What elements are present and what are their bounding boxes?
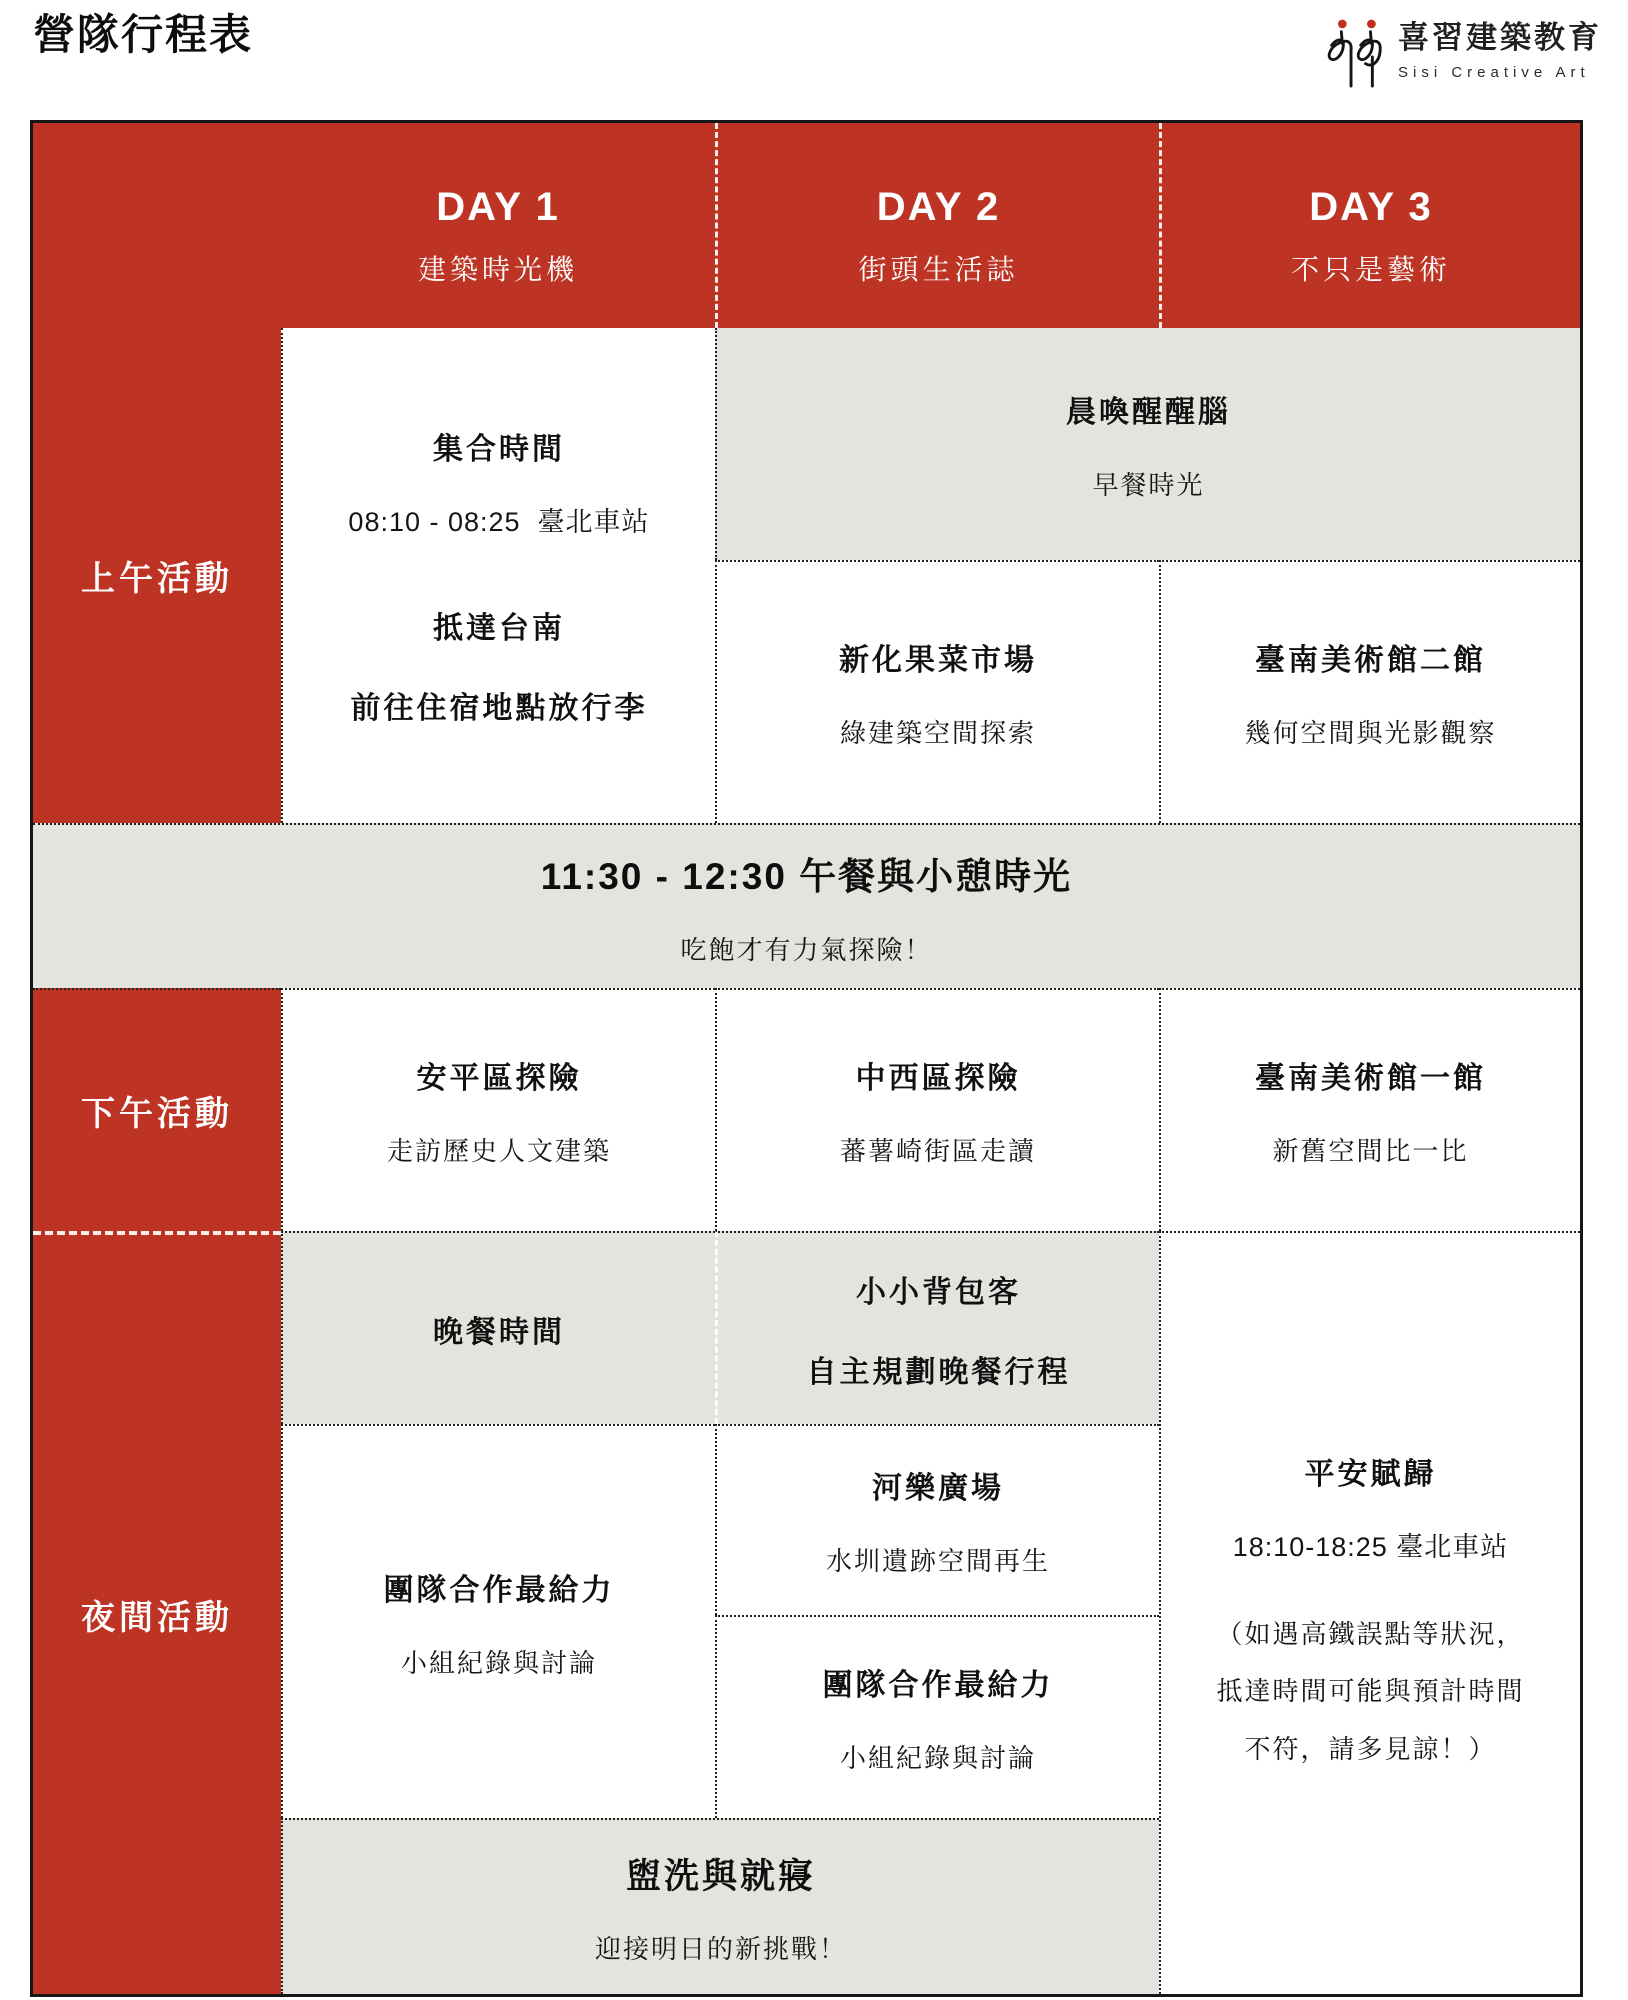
header-corner [33,123,281,328]
day1-meetup-title: 集合時間 [433,433,565,466]
row-label-morning-text: 上午活動 [81,560,233,598]
cell-day2-afternoon [715,988,1159,1231]
day1-teamwork-subtitle: 小組紀錄與討論 [400,1647,597,1678]
day2-backpacker-line2: 自主規劃晚餐行程 [806,1355,1071,1389]
day3-return-time: 18:10-18:25 臺北車站 [1232,1532,1509,1563]
day1-luggage-line: 前往住宿地點放行李 [350,692,648,725]
day1-anping-subtitle: 走訪歷史人文建築 [386,1136,611,1166]
lunch-title: 11:30 - 12:30 午餐與小憩時光 [540,856,1073,897]
day2-plaza-title: 河樂廣場 [872,1472,1004,1505]
header-day3 [1159,123,1580,328]
day2-westcentral-title: 中西區探險 [855,1062,1021,1095]
cell-day1-morning [281,328,715,823]
cell-lunch [33,823,1580,988]
day3-return-note [1216,1606,1524,1778]
breakfast-subtitle: 早餐時光 [1092,469,1205,500]
cell-breakfast-merged [715,328,1580,560]
day1-anping-title: 安平區探險 [416,1062,582,1095]
cell-day2-plaza [715,1424,1159,1615]
row-label-evening [33,1231,281,1994]
day2-market-subtitle: 綠建築空間探索 [839,718,1036,748]
page-title: 營隊行程表 [33,11,254,58]
header-day2 [715,123,1159,328]
day1-teamwork-title: 團隊合作最給力 [383,1573,615,1607]
day3-return-note-line3: 不符，請多見諒！） [1244,1733,1497,1764]
cell-day2-morning [715,560,1159,823]
lunch-subtitle: 吃飽才有力氣探險！ [680,935,933,965]
header-day1 [281,123,715,328]
cell-day3-morning [1159,560,1580,823]
day2-backpacker-line1: 小小背包客 [856,1275,1021,1309]
day3-return-note-line1: （如遇高鐵誤點等狀況， [1216,1619,1525,1650]
day3-museum1-title: 臺南美術館一館 [1255,1062,1486,1095]
cell-wash-sleep [281,1818,1159,1994]
day2-market-title: 新化果菜市場 [839,644,1037,677]
header-day3-subtitle: 不只是藝術 [1290,254,1451,285]
day1-dinner-title: 晚餐時間 [433,1315,565,1349]
breakfast-title: 晨喚醒醒腦 [1066,395,1231,429]
wash-sleep-subtitle: 迎接明日的新挑戰！ [594,1933,847,1964]
day2-plaza-subtitle: 水圳遺跡空間再生 [825,1546,1050,1576]
wash-sleep-title: 盥洗與就寢 [625,1856,816,1896]
day3-return-note-line2: 抵達時間可能與預計時間 [1216,1676,1525,1707]
cell-day1-teamwork [281,1424,715,1818]
cell-day3-afternoon [1159,988,1580,1231]
header-day2-label: DAY 2 [876,185,1001,229]
row-label-morning [33,328,281,823]
cell-day2-backpacker [715,1231,1159,1424]
header-day1-label: DAY 1 [436,185,560,229]
brand-name-cn: 喜習建築教育 [1398,20,1602,55]
cell-day1-afternoon [281,988,715,1231]
row-label-afternoon [33,988,281,1231]
header-day3-label: DAY 3 [1309,185,1433,229]
schedule-table [30,120,1583,1997]
day3-museum1-subtitle: 新舊空間比一比 [1272,1136,1469,1166]
row-label-evening-text: 夜間活動 [81,1599,233,1637]
day1-meetup-time: 08:10 - 08:25 臺北車站 [348,507,650,537]
day1-arrival-line: 抵達台南 [433,612,565,645]
header-day2-subtitle: 街頭生活誌 [858,254,1019,285]
row-label-afternoon-text: 下午活動 [81,1095,233,1133]
cell-day1-dinner [281,1231,715,1424]
day2-teamwork-title: 團隊合作最給力 [822,1669,1054,1702]
header-day1-subtitle: 建築時光機 [417,254,578,285]
day2-westcentral-subtitle: 蕃薯崎街區走讀 [839,1136,1036,1166]
day3-museum2-subtitle: 幾何空間與光影觀察 [1244,718,1497,748]
day3-return-title: 平安賦歸 [1304,1458,1437,1492]
brand-logo [1320,12,1602,94]
day2-teamwork-subtitle: 小組紀錄與討論 [839,1743,1036,1773]
cell-day2-teamwork [715,1615,1159,1818]
cell-day3-return [1159,1231,1580,1994]
day3-museum2-title: 臺南美術館二館 [1255,644,1486,677]
brand-logo-icon [1320,14,1384,94]
brand-name-en: Sisi Creative Art [1398,64,1590,81]
brand-logo-text [1398,12,1602,81]
